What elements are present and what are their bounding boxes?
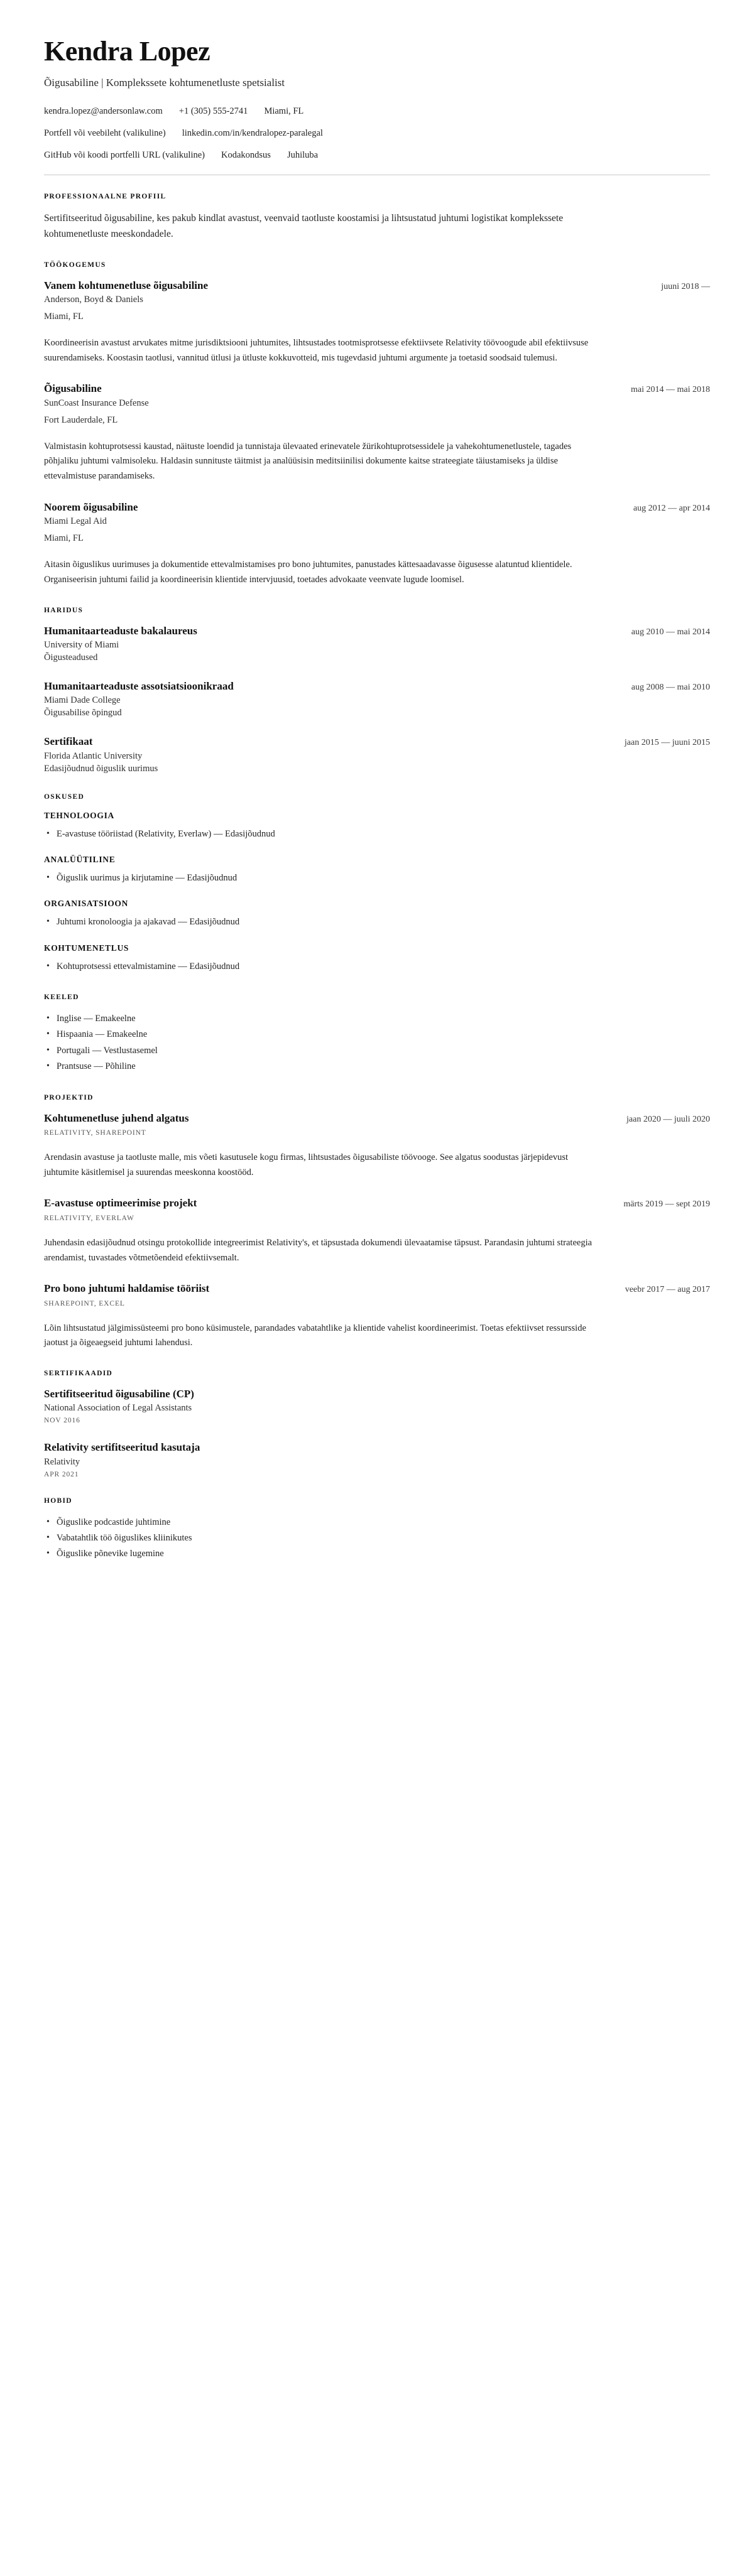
experience-entries [44, 279, 710, 588]
skill-item: • Juhtumi kronoloogia ja ajakavad — Edasijõudnud [44, 914, 710, 930]
contact-row [44, 106, 710, 117]
section-education [44, 607, 710, 774]
entry-title: Humanitaarteaduste bakalaureus [44, 625, 197, 637]
entry-header [44, 1196, 710, 1210]
entry-header [44, 1112, 710, 1125]
section-title-languages: KEELED [44, 993, 79, 1002]
entry-description: Koordineerisin avastust arvukates mitme jurisdiktsiooni juhtumites, lihtsustades tootmisprotsesse efektiivsete Relativity töövoogude abil efektiivsuse suurendamiseks. Koostasin taotlusi, vannitud ütlusi ja ütluste kokkuvotteid, mis tugevdasid juhtumi argumente ja toetasid soodsaid tulemusi. [44, 337, 589, 363]
profile-summary-text: Sertifitseeritud õigusabiline, kes pakub kindlat avastust, veenvaid taotluste koostamisi ja lihtsustatud juhtumi logistikat komplekssete kohtumenetluste meeskondadele. [44, 213, 564, 240]
section-title-hobbies: HOBID [44, 1496, 72, 1505]
entry-tools: RELATIVITY, SHAREPOINT [44, 1128, 146, 1137]
section-title-skills: OSKUSED [44, 793, 85, 801]
entry-header [44, 735, 710, 749]
skill-item: • Õiguslik uurimus ja kirjutamine — Edasijõudnud [44, 870, 710, 886]
skill-group [44, 855, 710, 886]
entry-date: aug 2008 — mai 2010 [631, 683, 710, 693]
section-title-certifications: SERTIFIKAADID [44, 1370, 113, 1378]
skill-group [44, 811, 710, 842]
language-item: • Hispaania — Emakeelne [44, 1027, 710, 1042]
entry-date: jaan 2020 — juuli 2020 [626, 1114, 710, 1124]
project-entries [44, 1112, 710, 1351]
skill-list [44, 914, 710, 930]
contact-item[interactable]: Portfell või veebileht (valikuline) [44, 128, 166, 139]
contact-item[interactable]: GitHub või koodi portfelli URL (valikuline) [44, 150, 205, 161]
experience-entry [44, 501, 710, 588]
section-title-experience: TÖÖKOGEMUS [44, 261, 106, 269]
entry-organization: National Association of Legal Assistants [44, 1403, 192, 1414]
education-entries [44, 624, 710, 774]
entry-date: aug 2012 — apr 2014 [633, 504, 710, 514]
contact-item[interactable]: Juhiluba [287, 150, 319, 161]
skill-item: • E-avastuse tööriistad (Relativity, Everlaw) — Edasijõudnud [44, 826, 710, 842]
section-skills [44, 793, 710, 975]
entry-organization: Florida Atlantic University [44, 750, 143, 761]
entry-date: APR 2021 [44, 1470, 79, 1478]
entry-header [44, 1387, 710, 1401]
entry-organization: Miami Dade College [44, 695, 121, 706]
contact-info [44, 106, 710, 161]
entry-location: Fort Lauderdale, FL [44, 414, 118, 425]
skill-group-title: ANALÜÜTILINE [44, 854, 116, 864]
entry-location: Miami, FL [44, 533, 84, 544]
section-hobbies [44, 1497, 710, 1562]
candidate-name: Kendra Lopez [44, 36, 210, 67]
entry-title: Vanem kohtumenetluse õigusabiline [44, 279, 209, 291]
entry-organization: Relativity [44, 1456, 80, 1467]
project-entry [44, 1196, 710, 1265]
resume-header [44, 36, 710, 161]
section-title-profile: PROFESSIONAALNE PROFIIL [44, 193, 167, 201]
contact-item[interactable]: Miami, FL [264, 106, 304, 117]
section-certifications [44, 1370, 710, 1478]
hobby-item: • Vabatahtlik töö õiguslikes kliinikutes [44, 1530, 710, 1546]
contact-item[interactable]: +1 (305) 555-2741 [178, 106, 248, 117]
certification-entry [44, 1387, 710, 1424]
entry-organization: University of Miami [44, 640, 119, 651]
entry-title: Õigusabiline [44, 382, 102, 395]
entry-header [44, 382, 710, 396]
entry-header [44, 1282, 710, 1296]
section-projects [44, 1094, 710, 1351]
contact-item[interactable]: Kodakondsus [221, 150, 271, 161]
entry-date: mai 2014 — mai 2018 [631, 385, 710, 395]
candidate-headline: Õigusabiline | Komplekssete kohtumenetluste spetsialist [44, 76, 285, 89]
entry-header [44, 624, 710, 638]
skill-list [44, 959, 710, 975]
entry-field-of-study: Edasijõudnud õiguslik uurimus [44, 763, 158, 774]
hobby-item: • Õiguslike podcastide juhtimine [44, 1515, 710, 1530]
entry-header [44, 679, 710, 693]
education-entry [44, 735, 710, 774]
entry-organization: Anderson, Boyd & Daniels [44, 294, 143, 305]
language-item: • Prantsuse — Põhiline [44, 1059, 710, 1074]
entry-description: Arendasin avastuse ja taotluste malle, mis võeti kasutusele kogu firmas, lihtsustades õigusabiliste töövooge. See algatus soodustas järjepidevust juhtumite käsitlemisel ja suurendas meeskonna koostööd. [44, 1152, 568, 1177]
contact-item[interactable]: kendra.lopez@andersonlaw.com [44, 106, 163, 117]
entry-description: Valmistasin kohtuprotsessi kaustad, näituste loendid ja tunnistaja ülevaated erinevatele žürikohtuprotsessidele ja vahekohtumenetlustele, tagades põhjaliku juhtumi valmisoleku. Haldasin sunnituste täitmist ja analüüsisin meditsiinilisi dokumente kaitse strateegiate täiustamiseks ja üldise ettevalmistuse parandamiseks. [44, 441, 572, 482]
skill-groups [44, 811, 710, 975]
section-title-projects: PROJEKTID [44, 1093, 94, 1101]
skill-list [44, 870, 710, 886]
entry-title: Sertifikaat [44, 735, 93, 748]
entry-date: juuni 2018 — [661, 281, 710, 291]
entry-title: E-avastuse optimeerimise projekt [44, 1197, 197, 1210]
entry-title: Sertifitseeritud õigusabiline (CP) [44, 1388, 194, 1400]
entry-title: Kohtumenetluse juhend algatus [44, 1112, 189, 1124]
contact-row [44, 128, 710, 139]
entry-date: märts 2019 — sept 2019 [623, 1199, 710, 1210]
language-item: • Inglise — Emakeelne [44, 1011, 710, 1027]
entry-date: NOV 2016 [44, 1417, 80, 1425]
hobbies-list [44, 1515, 710, 1562]
project-entry [44, 1282, 710, 1351]
entry-field-of-study: Õigusteadused [44, 652, 98, 663]
entry-title: Humanitaarteaduste assotsiatsioonikraad [44, 680, 234, 693]
entry-location: Miami, FL [44, 311, 84, 322]
entry-description: Juhendasin edasijõudnud otsingu protokollide integreerimist Relativity's, et täpsustada dokumendi ülevaatamise täpsust. Parandasin juhtumi strateegia arendamist, tuvastades võtmetõendeid efektiivsemalt. [44, 1237, 593, 1263]
skill-group [44, 943, 710, 975]
section-experience [44, 261, 710, 588]
skill-group [44, 899, 710, 930]
skill-group-title: KOHTUMENETLUS [44, 943, 129, 953]
entry-date: aug 2010 — mai 2014 [631, 627, 710, 637]
entry-title: Relativity sertifitseeritud kasutaja [44, 1441, 200, 1454]
section-title-education: HARIDUS [44, 607, 84, 615]
contact-item[interactable]: linkedin.com/in/kendralopez-paralegal [182, 128, 323, 139]
entry-header [44, 501, 710, 514]
entry-tools: SHAREPOINT, EXCEL [44, 1299, 125, 1307]
contact-row [44, 150, 710, 161]
skill-item: • Kohtuprotsessi ettevalmistamine — Edasijõudnud [44, 959, 710, 975]
section-profile [44, 193, 710, 242]
entry-header [44, 1441, 710, 1454]
certification-entries [44, 1387, 710, 1478]
education-entry [44, 624, 710, 663]
entry-organization: Miami Legal Aid [44, 516, 107, 527]
project-entry [44, 1112, 710, 1181]
entry-title: Noorem õigusabiline [44, 501, 138, 514]
entry-date: veebr 2017 — aug 2017 [625, 1285, 710, 1295]
entry-description: Lõin lihtsustatud jälgimissüsteemi pro bono küsimustele, parandades vabatahtlike ja klientide vahelist koordineerimist. Toetas efektiivset ressursside jaotust ja õigeaegseid juhtumi lahendusi. [44, 1323, 586, 1348]
entry-date: jaan 2015 — juuni 2015 [624, 738, 710, 748]
entry-header [44, 279, 710, 293]
skill-group-title: TEHNOLOOGIA [44, 810, 114, 820]
languages-list [44, 1011, 710, 1075]
education-entry [44, 679, 710, 718]
experience-entry [44, 279, 710, 366]
language-item: • Portugali — Vestlustasemel [44, 1043, 710, 1059]
entry-organization: SunCoast Insurance Defense [44, 398, 149, 408]
skill-group-title: ORGANISATSIOON [44, 899, 129, 909]
certification-entry [44, 1441, 710, 1478]
entry-tools: RELATIVITY, EVERLAW [44, 1214, 134, 1222]
entry-description: Aitasin õiguslikus uurimuses ja dokumentide ettevalmistamises pro bono juhtumites, panustades kättesaadavasse õigusesse alatuntud klientidele. Organiseerisin juhtumi failid ja koordineerisin klientide intervjuusid, toetades advokaate veenvate lugude loomisel. [44, 560, 572, 585]
entry-title: Pro bono juhtumi haldamise tööriist [44, 1282, 210, 1295]
section-languages [44, 993, 710, 1075]
skill-list [44, 826, 710, 842]
entry-field-of-study: Õigusabilise õpingud [44, 708, 122, 718]
resume-document [44, 36, 710, 1562]
hobby-item: • Õiguslike põnevike lugemine [44, 1546, 710, 1562]
experience-entry [44, 382, 710, 484]
